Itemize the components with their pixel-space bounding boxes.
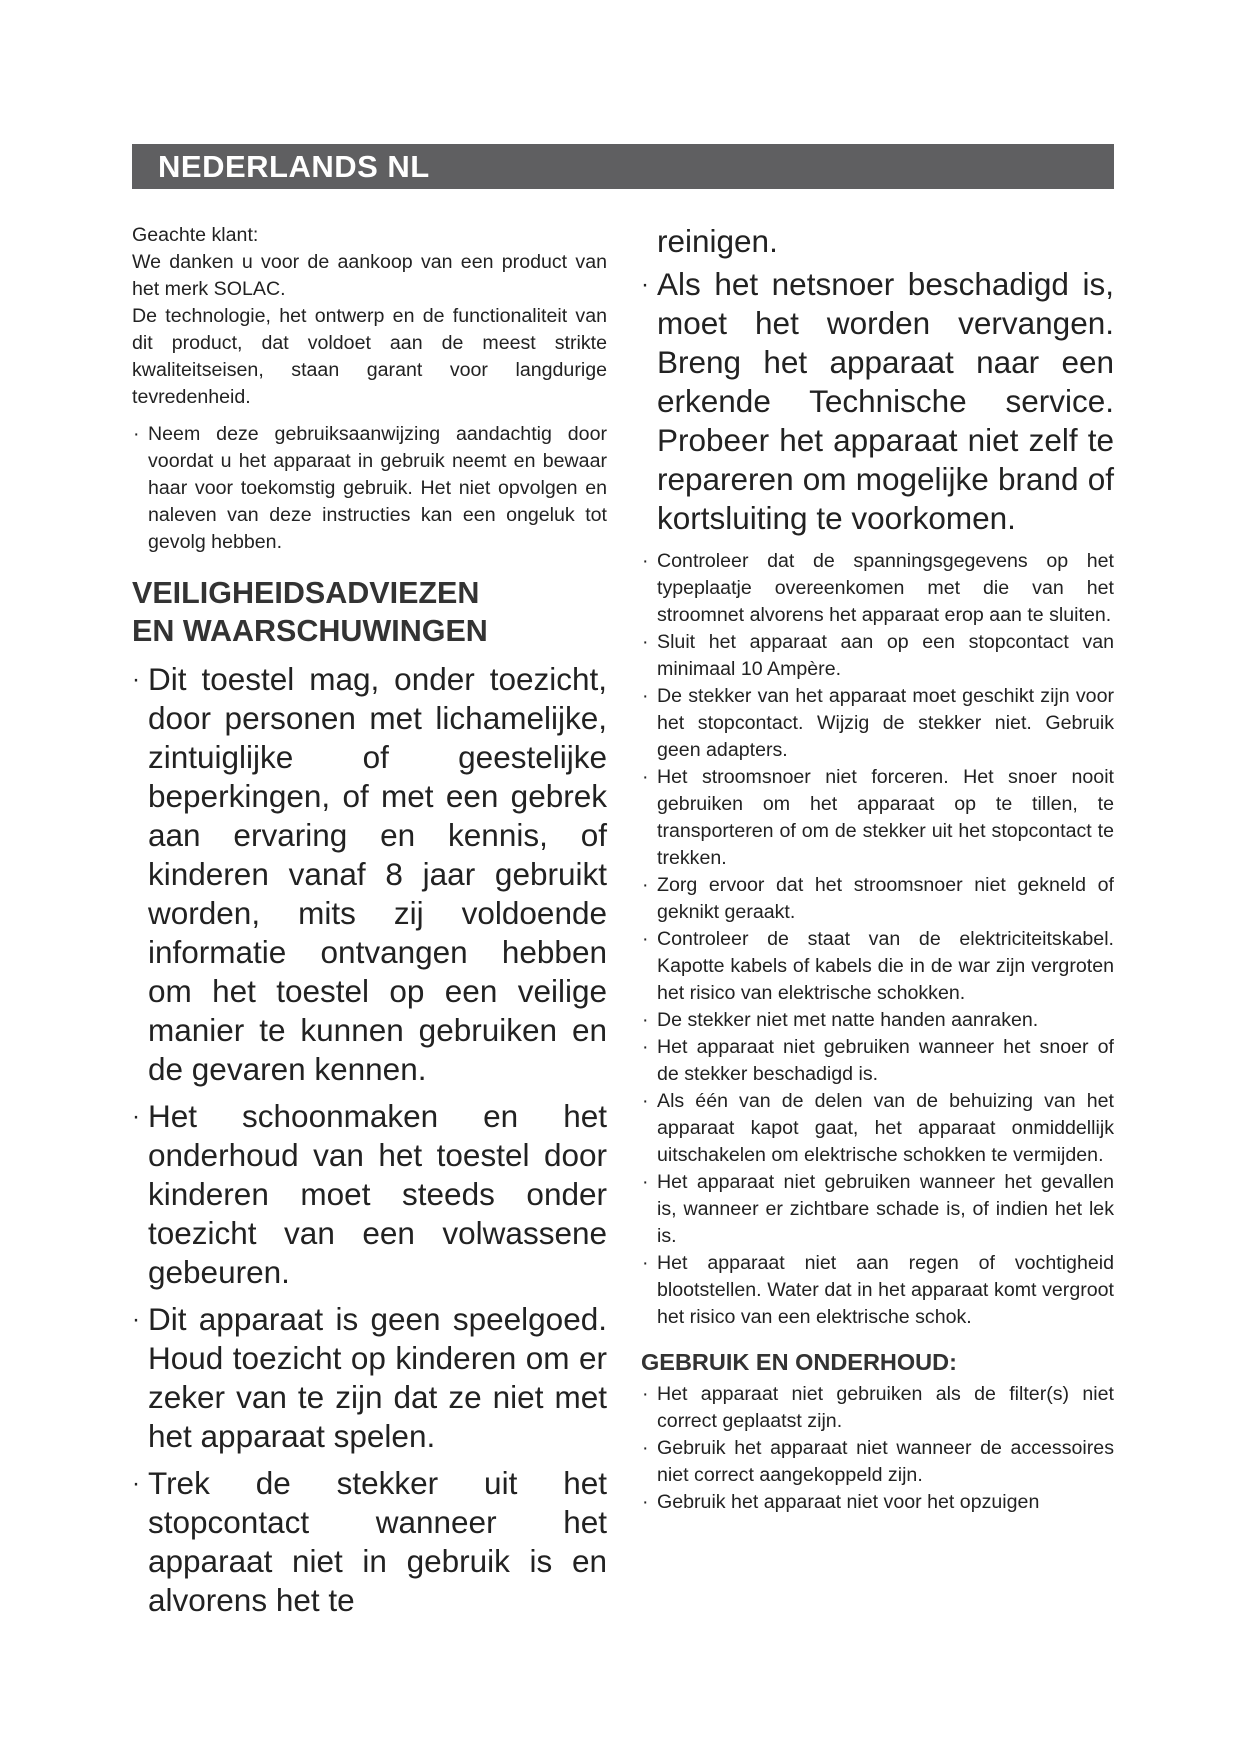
usage-item-suction: · Gebruik het apparaat niet voor het opzuigen: [641, 1489, 1114, 1516]
right-column: [641, 222, 1114, 1516]
language-header-bar: [132, 144, 1114, 189]
usage-item-accessories: · Gebruik het apparaat niet wanneer de accessoires niet correct aangekoppeld zijn.: [641, 1435, 1114, 1489]
safety-item-damaged-plug: · Het apparaat niet gebruiken wanneer het snoer of de stekker beschadigd is.: [641, 1034, 1114, 1088]
safety-item-cleaning-children: · Het schoonmaken en het onderhoud van het toestel door kinderen moet steeds onder toezicht van een volwassene gebeuren.: [132, 1097, 607, 1292]
safety-item-wet-hands: · De stekker niet met natte handen aanraken.: [641, 1007, 1114, 1034]
safety-item-housing-broken: · Als één van de delen van de behuizing van het apparaat kapot gaat, het apparaat onmiddellijk uitschakelen om elektrische schokken te vermijden.: [641, 1088, 1114, 1169]
safety-item-supervision: · Dit toestel mag, onder toezicht, door personen met lichamelijke, zintuiglijke of geestelijke beperkingen, of met een gebrek aan ervaring en kennis, of kinderen vanaf 8 jaar gebruikt worden, mits zij voldoende informatie ontvangen hebben om het toestel op een veilige manier te kunnen gebruiken en de gevaren kennen.: [132, 660, 607, 1089]
safety-item-cord-kink: · Zorg ervoor dat het stroomsnoer niet gekneld of geknikt geraakt.: [641, 872, 1114, 926]
intro-read-manual: · Neem deze gebruiksaanwijzing aandachtig door voordat u het apparaat in gebruik neemt en bewaar haar voor toekomstig gebruik. Het niet opvolgen en naleven van deze instructies kan een ongeluk tot gevolg hebben.: [132, 421, 607, 556]
safety-cord-list: [641, 265, 1114, 538]
safety-item-cord-force: · Het stroomsnoer niet forceren. Het snoer nooit gebruiken om het apparaat op te tillen, te transporteren of om de stekker uit het stopcontact te trekken.: [641, 764, 1114, 872]
safety-small-list: [641, 548, 1114, 1331]
safety-item-plug-fit: · De stekker van het apparaat moet geschikt zijn voor het stopcontact. Wijzig de stekker niet. Gebruik geen adapters.: [641, 683, 1114, 764]
usage-section-title: GEBRUIK EN ONDERHOUD:: [641, 1349, 957, 1375]
safety-section-title: [132, 574, 607, 650]
safety-item-unplug: · Trek de stekker uit het stopcontact wanneer het apparaat niet in gebruik is en alvorens het te: [132, 1464, 607, 1620]
safety-title-line-1: VEILIGHEIDSADVIEZEN: [132, 576, 480, 610]
safety-item-not-a-toy: · Dit apparaat is geen speelgoed. Houd toezicht op kinderen om er zeker van te zijn dat ze niet met het apparaat spelen.: [132, 1300, 607, 1456]
language-header-title: NEDERLANDS NL: [158, 149, 430, 184]
safety-unplug-continuation: reinigen.: [657, 223, 778, 259]
safety-item-socket-10a: · Sluit het apparaat aan op een stopcontact van minimaal 10 Ampère.: [641, 629, 1114, 683]
safety-item-dropped: · Het apparaat niet gebruiken wanneer het gevallen is, wanneer er zichtbare schade is, of indien het lek is.: [641, 1169, 1114, 1250]
safety-large-list: [132, 660, 607, 1620]
safety-item-damaged-cord: · Als het netsnoer beschadigd is, moet het worden vervangen. Breng het apparaat naar een erkende Technische service. Probeer het apparaat niet zelf te repareren om mogelijke brand of kortsluiting te voorkomen.: [641, 265, 1114, 538]
safety-title-line-2: EN WAARSCHUWINGEN: [132, 614, 488, 648]
intro-thanks: We danken u voor de aankoop van een product van het merk SOLAC.: [132, 251, 607, 300]
usage-item-filters: · Het apparaat niet gebruiken als de filter(s) niet correct geplaatst zijn.: [641, 1381, 1114, 1435]
left-column: [132, 222, 607, 1620]
usage-list: [641, 1381, 1114, 1516]
intro-technology: De technologie, het ontwerp en de functionaliteit van dit product, dat voldoet aan de meest strikte kwaliteitseisen, staan garant voor langdurige tevredenheid.: [132, 305, 607, 408]
safety-item-rain-moisture: · Het apparaat niet aan regen of vochtigheid blootstellen. Water dat in het apparaat komt vergroot het risico van een elektrische schok.: [641, 1250, 1114, 1331]
intro-greeting: Geachte klant:: [132, 224, 259, 246]
intro-list: [132, 421, 607, 556]
safety-item-voltage: · Controleer dat de spanningsgegevens op het typeplaatje overeenkomen met die van het stroomnet alvorens het apparaat erop aan te sluiten.: [641, 548, 1114, 629]
safety-item-cable-check: · Controleer de staat van de elektriciteitskabel. Kapotte kabels of kabels die in de war zijn vergroten het risico van elektrische schokken.: [641, 926, 1114, 1007]
